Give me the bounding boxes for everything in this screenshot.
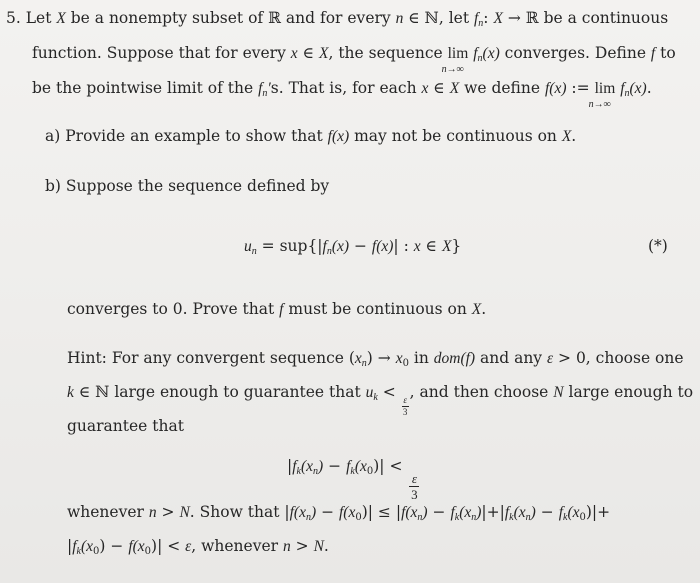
problem-number: 5. bbox=[6, 9, 21, 27]
hint-line-2: k ∈ ℕ large enough to guarantee that $u_k$ < $\frac{\varepsilon}{3}$ , and then choose N large enough to bbox=[67, 383, 694, 417]
part-b bbox=[45, 176, 329, 196]
hint-display-inequality: $|f_k(x_n) - f_k(x_0)|$ < $\frac{\varepsilon}{3}$ bbox=[287, 457, 418, 502]
hint-line-3: guarantee that bbox=[67, 417, 184, 435]
lim-subscript-2: n→∞ bbox=[588, 99, 611, 110]
part-a: a) Provide an example to show that f(x) may not be continuous on X. bbox=[45, 127, 577, 145]
hint-line-5: $|f_k(x_0) - f(x_0)| < \varepsilon$, whenever n > N. bbox=[67, 537, 329, 557]
hint-line-4: whenever n > N. Show that $|f(x_n) - f(x_0)| \le |f(x_n) - f_k(x_n)|+|f_k(x_n) - f_k(x_0)|+$ bbox=[67, 503, 611, 523]
part-b-text: Suppose the sequence defined by bbox=[65, 177, 330, 195]
part-b-continuation: converges to 0. Prove that f must be continuous on X. bbox=[67, 300, 487, 318]
part-a-label: a) bbox=[45, 127, 61, 145]
problem-line-3: be the pointwise limit of the $f_n's$. That is, for each x ∈ X we define f(x) := lim n→∞ $f_n(x)$. bbox=[32, 78, 652, 104]
hint-line-1: Hint: For any convergent sequence $(x_n) \to x_0$ in dom(f) and any ε > 0, choose one bbox=[67, 349, 684, 369]
problem-line-2: function. Suppose that for every x ∈ X, the sequence lim n→∞ $f_n(x)$ converges. Define f to bbox=[32, 43, 676, 69]
equation-u-n: $u_n = sup\{|f_n(x) - f(x)|$ : x ∈ X} bbox=[244, 237, 462, 257]
problem-line-1: 5. Let X be a nonempty subset of ℝ and for every n ∈ ℕ, let $f_n$: X → ℝ be a continuous bbox=[6, 9, 669, 29]
lim-subscript: n→∞ bbox=[441, 64, 464, 75]
part-b-label: b) bbox=[45, 177, 61, 195]
equation-tag: (*) bbox=[648, 237, 668, 255]
